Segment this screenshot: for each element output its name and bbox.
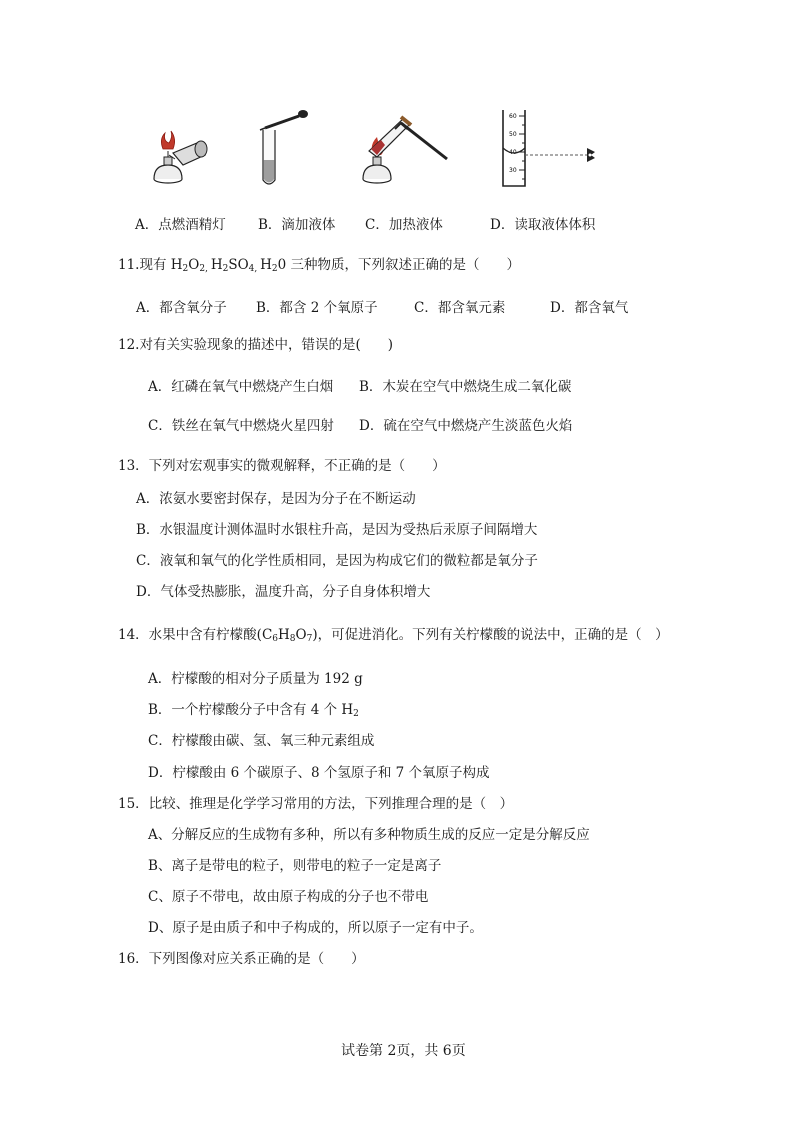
question-11-stem: 11.现有 $H_2O_{2,}$ $H_2SO_{4,}$ $H_20$ 三种物质，下列叙述正确的是（ ） — [118, 257, 521, 274]
question-13-stem: 13．下列对宏观事实的微观解释，不正确的是（ ） — [118, 458, 446, 474]
question-13-option-c: C．液氧和氧气的化学性质相同，是因为构成它们的微粒都是氧分子 — [136, 553, 538, 569]
question-14-option-c: C．柠檬酸由碳、氢、氧三种元素组成 — [148, 733, 375, 749]
question-14-stem: 14．水果中含有柠檬酸$(C_6H_8O_7)$，可促进消化。下列有关柠檬酸的说法中，正确的是（ ） — [118, 627, 669, 644]
question-11-option-b: B．都含 2 个氧原子 — [256, 300, 378, 316]
question-15-option-c: C、原子不带电，故由原子构成的分子也不带电 — [148, 889, 429, 905]
question-15-option-a: A、分解反应的生成物有多种，所以有多种物质生成的反应一定是分解反应 — [148, 827, 590, 843]
alcohol-lamp-lighting-icon — [145, 125, 215, 187]
question-13-option-d: D．气体受热膨胀，温度升高，分子自身体积增大 — [136, 584, 431, 600]
question-12-stem: 12.对有关实验现象的描述中，错误的是( ) — [118, 337, 394, 353]
cylinder-tick-label: 60 — [509, 113, 517, 120]
question-14-option-b: B．一个柠檬酸分子中含有 4 个 $H_2$ — [148, 702, 359, 719]
test-tube-dropper-icon — [255, 108, 315, 188]
question-11-option-c: C．都含氧元素 — [414, 300, 506, 316]
question-15-option-d: D、原子是由质子和中子构成的，所以原子一定有中子。 — [148, 920, 483, 936]
figure-label-a: A．点燃酒精灯 — [135, 217, 226, 233]
question-12-option-c: C．铁丝在氧气中燃烧火星四射 — [148, 418, 334, 434]
question-11-option-d: D．都含氧气 — [550, 300, 629, 316]
question-14-option-d: D．柠檬酸由 6 个碳原子、8 个氢原子和 7 个氧原子构成 — [148, 765, 490, 781]
figure-label-b: B．滴加液体 — [258, 217, 336, 233]
graduated-cylinder-reading-icon — [495, 108, 605, 190]
figure-label-c: C．加热液体 — [365, 217, 443, 233]
cylinder-tick-label: 30 — [509, 167, 517, 174]
question-12-option-d: D．硫在空气中燃烧产生淡蓝色火焰 — [359, 418, 573, 434]
question-15-stem: 15．比较、推理是化学学习常用的方法，下列推理合理的是（ ） — [118, 796, 514, 812]
question-11-option-a: A．都含氧分子 — [136, 300, 227, 316]
question-13-option-a: A．浓氨水要密封保存，是因为分子在不断运动 — [136, 491, 416, 507]
question-12-option-a: A．红磷在氧气中燃烧产生白烟 — [148, 379, 334, 395]
question-13-option-b: B．水银温度计测体温时水银柱升高，是因为受热后汞原子间隔增大 — [136, 522, 538, 538]
page-footer: 试卷第 2页，共 6页 — [341, 1043, 466, 1059]
question-14-option-a: A．柠檬酸的相对分子质量为 192 g — [148, 671, 363, 687]
figure-label-d: D．读取液体体积 — [490, 217, 596, 233]
question-16-stem: 16．下列图像对应关系正确的是（ ） — [118, 951, 365, 967]
cylinder-tick-label: 40 — [509, 149, 517, 156]
cylinder-tick-label: 50 — [509, 131, 517, 138]
question-12-option-b: B．木炭在空气中燃烧生成二氧化碳 — [359, 379, 572, 395]
heating-test-tube-icon — [355, 115, 455, 187]
question-15-option-b: B、离子是带电的粒子，则带电的粒子一定是离子 — [148, 858, 442, 874]
